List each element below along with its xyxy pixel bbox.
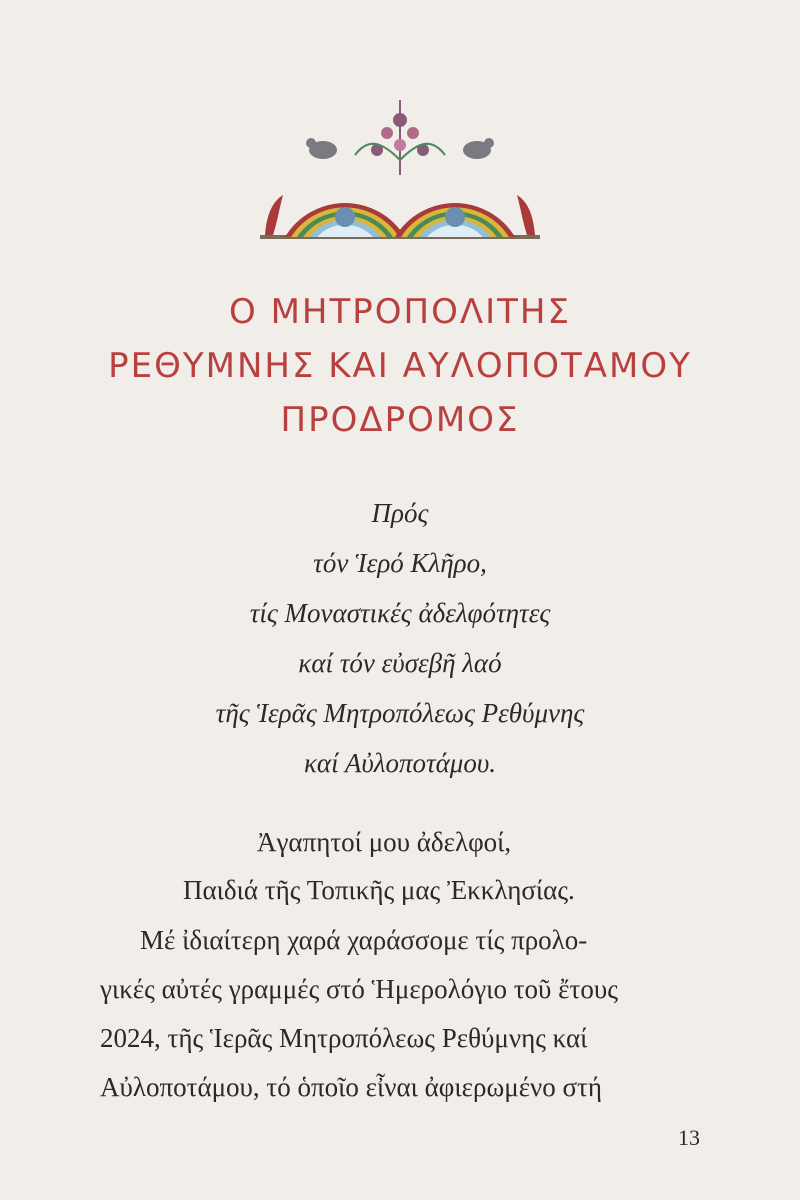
address-block bbox=[0, 488, 800, 788]
address-line: τόν Ἱερό Κλῆρο, bbox=[313, 548, 487, 578]
address-line: τίς Μοναστικές ἀδελφότητες bbox=[249, 598, 551, 628]
title-line: ΠΡΟΔΡΟΜΟΣ bbox=[280, 400, 520, 440]
page-number: 13 bbox=[678, 1125, 700, 1150]
body-line: γικές αὐτές γραμμές στό Ἡμερολόγιο τοῦ ἔτους bbox=[100, 974, 618, 1004]
body-line: 2024, τῆς Ἱερᾶς Μητροπόλεως Ρεθύμνης καί bbox=[100, 1023, 588, 1053]
address-line: καί τόν εὐσεβῆ λαό bbox=[298, 648, 502, 678]
address-line: καί Αὐλοποτάμου. bbox=[303, 748, 497, 778]
address-line: τῆς Ἱερᾶς Μητροπόλεως Ρεθύμνης bbox=[215, 698, 585, 728]
address-line: Πρός bbox=[371, 498, 429, 528]
title-line: ΡΕΘΥΜΝΗΣ ΚΑΙ ΑΥΛΟΠΟΤΑΜΟΥ bbox=[108, 346, 692, 386]
salutation-block bbox=[0, 818, 800, 914]
title-line: Ο ΜΗΤΡΟΠΟΛΙΤΗΣ bbox=[229, 292, 571, 332]
body-line: Μέ ἰδιαίτερη χαρά χαράσσομε τίς προλο- bbox=[140, 925, 588, 955]
body-line: Αὐλοποτάμου, τό ὁποῖο εἶναι ἀφιερωμένο στή bbox=[100, 1072, 603, 1102]
salutation-line: Ἀγαπητοί μου ἀδελφοί, bbox=[257, 827, 512, 857]
page-title bbox=[0, 285, 800, 447]
salutation-line: Παιδιά τῆς Τοπικῆς μας Ἐκκλησίας. bbox=[183, 875, 575, 905]
body-paragraph bbox=[100, 916, 700, 1112]
byzantine-arch-ornament-icon bbox=[255, 95, 545, 245]
